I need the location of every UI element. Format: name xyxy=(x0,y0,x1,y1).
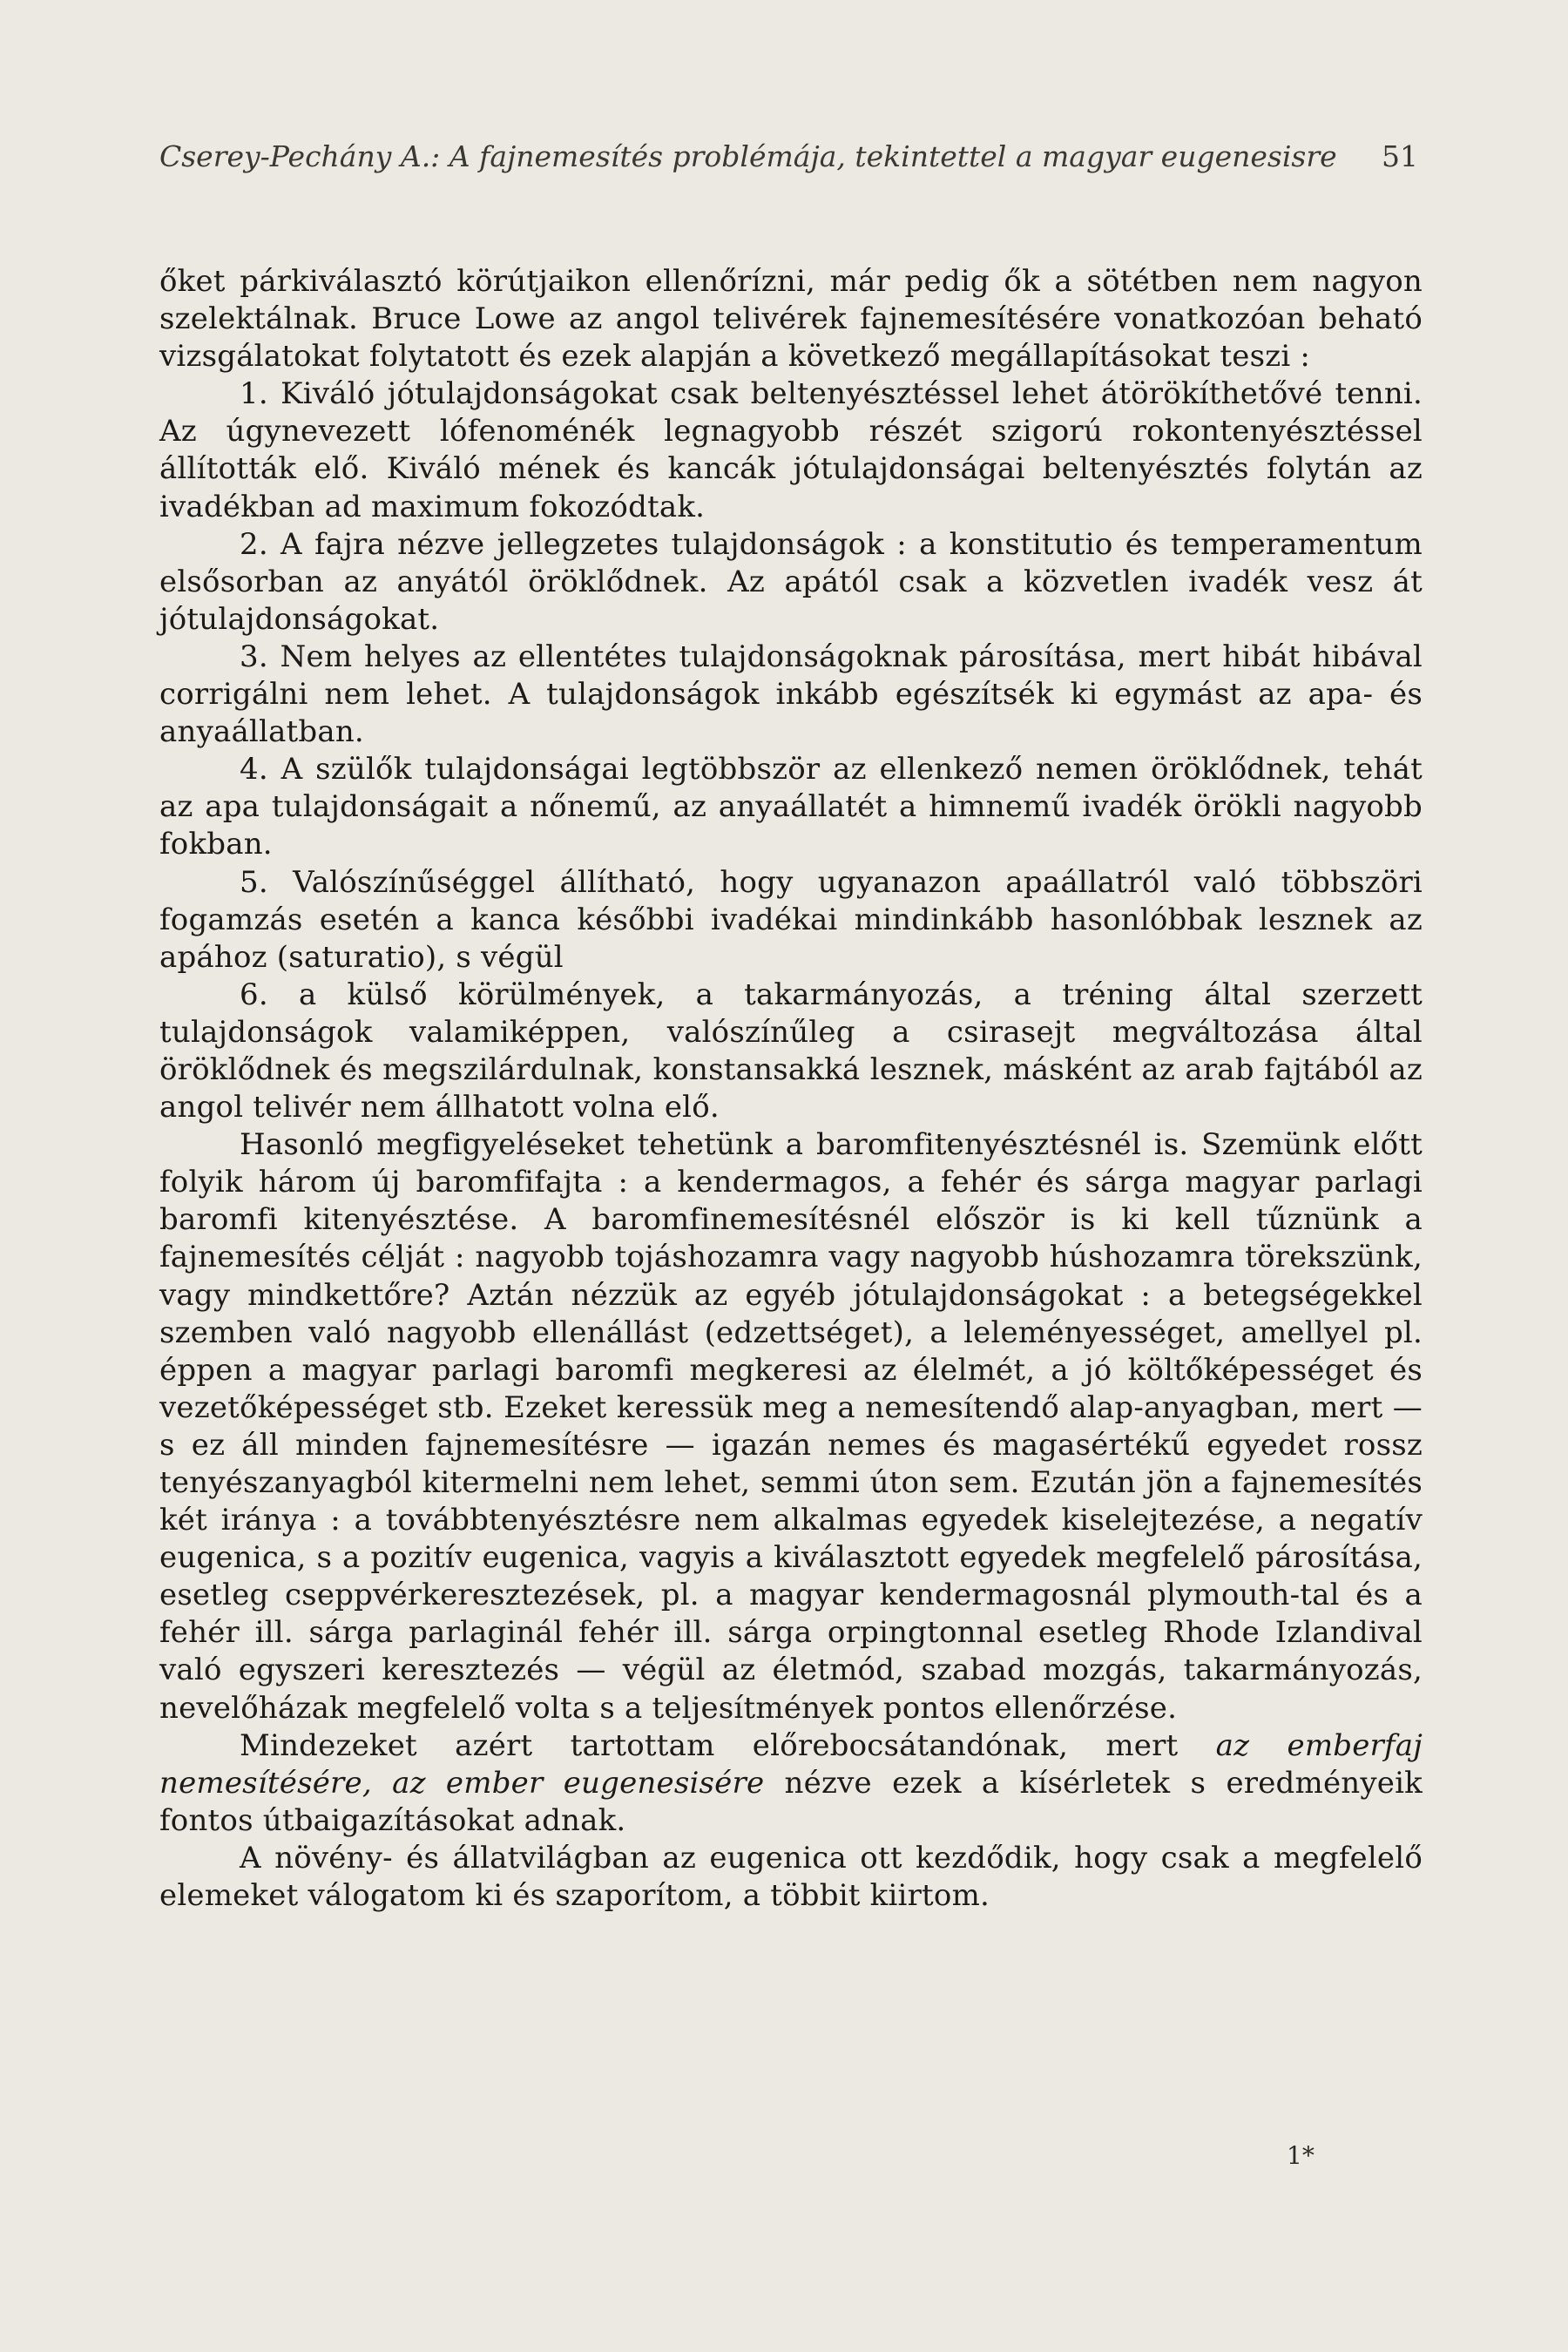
paragraph-conclusion-after: nézve ezek a kísérletek s eredményeik fontos útbaigazításokat adnak. xyxy=(159,1765,1423,1838)
running-head xyxy=(159,139,1418,173)
body-text xyxy=(159,263,1423,1915)
paragraph-conclusion-emphasis: az emberfaj nemesítésére, az ember eugenesisére xyxy=(159,1727,1423,1801)
running-title: Cserey-Pechány A.: A fajnemesítés problémája, tekintettel a magyar eugenesisre xyxy=(159,139,1337,173)
paragraph-final: A növény- és állatvilágban az eugenica ott kezdődik, hogy csak a megfelelő elemeket válogatom ki és szaporítom, a többit kiirtom. xyxy=(159,1840,1423,1914)
paragraph-point-4: 4. A szülők tulajdonságai legtöbbször az ellenkező nemen öröklődnek, tehát az apa tulajdonságait a nőnemű, az anyaállatét a himnemű ivadék örökli nagyobb fokban. xyxy=(159,752,1423,862)
paragraph-point-3: 3. Nem helyes az ellentétes tulajdonságoknak párosítása, mert hibát hibával corrigálni nem lehet. A tulajdonságok inkább egészítsék ki egymást az apa- és anyaállatban. xyxy=(159,639,1423,750)
page-number: 51 xyxy=(1382,139,1418,173)
paragraph-poultry: Hasonló megfigyeléseket tehetünk a baromfitenyésztésnél is. Szemünk előtt folyik három új baromfifajta : a kendermagos, a fehér és sárga magyar parlagi baromfi kitenyésztése. A baromfinemesítésnél először is ki kell tűznünk a fajnemesítés célját : nagyobb tojáshozamra vagy nagyobb húshozamra törekszünk, vagy mindkettőre? Aztán nézzük az egyéb jótulajdonságokat : a betegségekkel szemben való nagyobb ellenállást (edzettséget), a leleményességet, amellyel pl. éppen a magyar parlagi baromfi megkeresi az élelmét, a jó költőképességet és vezetőképességet stb. Ezeket keressük meg a nemesítendő alap-anyagban, mert — s ez áll minden fajnemesítésre — igazán nemes és magasértékű egyedet rossz tenyészanyagból kitermelni nem lehet, semmi úton sem. Ezután jön a fajnemesítés két iránya : a továbbtenyésztésre nem alkalmas egyedek kiselejtezése, a negatív eugenica, s a pozitív eugenica, vagyis a kiválasztott egyedek megfelelő párosítása, esetleg cseppvérkeresztezések, pl. a magyar kendermagosnál plymouth-tal és a fehér ill. sárga parlaginál fehér ill. sárga orpingtonnal esetleg Rhode Izlandival való egyszeri keresztezés — végül az életmód, szabad mozgás, takarmányozás, nevelőházak megfelelő volta s a teljesítmények pontos ellenőrzése. xyxy=(159,1127,1423,1726)
paragraph-conclusion xyxy=(159,1727,1423,1840)
paragraph-point-2: 2. A fajra nézve jellegzetes tulajdonságok : a konstitutio és temperamentum elsősorban az anyától öröklődnek. Az apától csak a közvetlen ivadék vesz át jótulajdonságokat. xyxy=(159,526,1423,637)
paragraph-conclusion-before: Mindezeket azért tartottam előrebocsátandónak, mert xyxy=(240,1727,1216,1763)
paragraph-point-5: 5. Valószínűséggel állítható, hogy ugyanazon apaállatról való többszöri fogamzás esetén a kanca későbbi ivadékai mindinkább hasonlóbbak lesznek az apához (saturatio), s végül xyxy=(159,864,1423,975)
paragraph-1: őket párkiválasztó körútjaikon ellenőrízni, már pedig ők a sötétben nem nagyon szelektálnak. Bruce Lowe az angol telivérek fajnemesítésére vonatkozóan beható vizsgálatokat folytatott és ezek alapján a következő megállapításokat teszi : xyxy=(159,264,1423,375)
signature-mark: 1* xyxy=(1287,2141,1315,2170)
paragraph-point-6: 6. a külső körülmények, a takarmányozás, a tréning által szerzett tulajdonságok valamiképpen, valószínűleg a csirasejt megváltozása által öröklődnek és megszilárdulnak, konstansakká lesznek, másként az arab fajtából az angol telivér nem állhatott volna elő. xyxy=(159,977,1423,1125)
paragraph-point-1: 1. Kiváló jótulajdonságokat csak beltenyésztéssel lehet átörökíthetővé tenni. Az úgynevezett lófenoménék legnagyobb részét szigorú rokontenyésztéssel állították elő. Kiváló mének és kancák jótulajdonságai beltenyésztés folytán az ivadékban ad maximum fokozódtak. xyxy=(159,376,1423,524)
